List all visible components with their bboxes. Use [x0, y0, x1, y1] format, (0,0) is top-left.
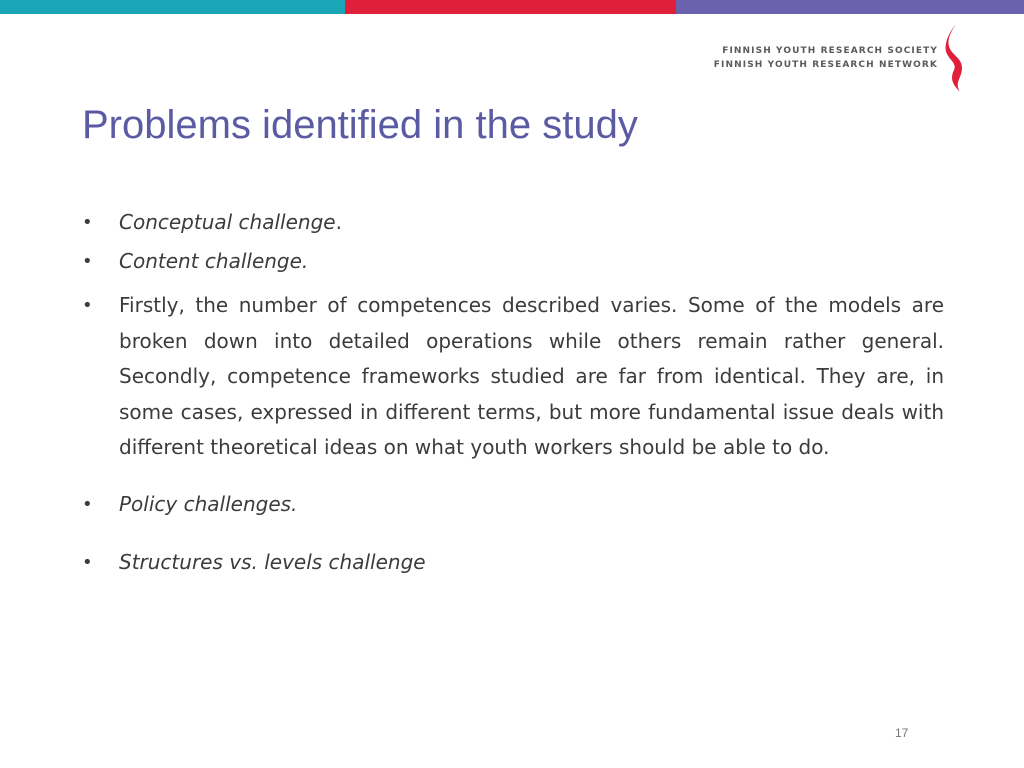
bullet-text — [119, 205, 944, 241]
bullet-text: Structures vs. levels challenge — [119, 550, 426, 574]
bullet-marker: • — [82, 552, 93, 573]
bullet-list — [82, 205, 944, 581]
logo-line-society: FINNISH YOUTH RESEARCH SOCIETY — [722, 46, 938, 56]
bullet-marker: • — [82, 250, 93, 272]
logo-text — [714, 44, 938, 72]
bullet-text: Policy challenges. — [119, 491, 298, 516]
red-swirl-icon — [942, 22, 966, 94]
organization-logo — [714, 22, 966, 94]
bullet-item — [82, 288, 944, 466]
top-bar-red-segment — [345, 0, 676, 14]
bullet-item — [82, 244, 944, 280]
bullet-text: Firstly, the number of competences described varies. Some of the models are broken down into detailed operations while others remain rather general. Secondly, competence frameworks studied are far from identical. They are, in some cases, expressed in different terms, but more fundamental issue deals with different theoretical ideas on what youth workers should be able to do. — [119, 293, 944, 459]
slide-title: Problems identified in the study — [82, 103, 638, 147]
top-bar-teal-segment — [0, 0, 345, 14]
bullet-text-italic: Conceptual challenge — [119, 210, 336, 234]
bullet-marker: • — [82, 212, 93, 233]
bullet-text-suffix: . — [335, 210, 342, 234]
logo-line-network: FINNISH YOUTH RESEARCH NETWORK — [713, 60, 938, 70]
bullet-item — [82, 487, 944, 523]
top-color-bar — [0, 0, 1024, 14]
bullet-marker: • — [82, 295, 93, 316]
bullet-text: Content challenge. — [119, 248, 309, 273]
page-number: 17 — [895, 726, 909, 740]
bullet-marker: • — [82, 493, 93, 515]
bullet-item — [82, 545, 944, 581]
top-bar-purple-segment — [676, 0, 1024, 14]
bullet-item — [82, 205, 944, 241]
